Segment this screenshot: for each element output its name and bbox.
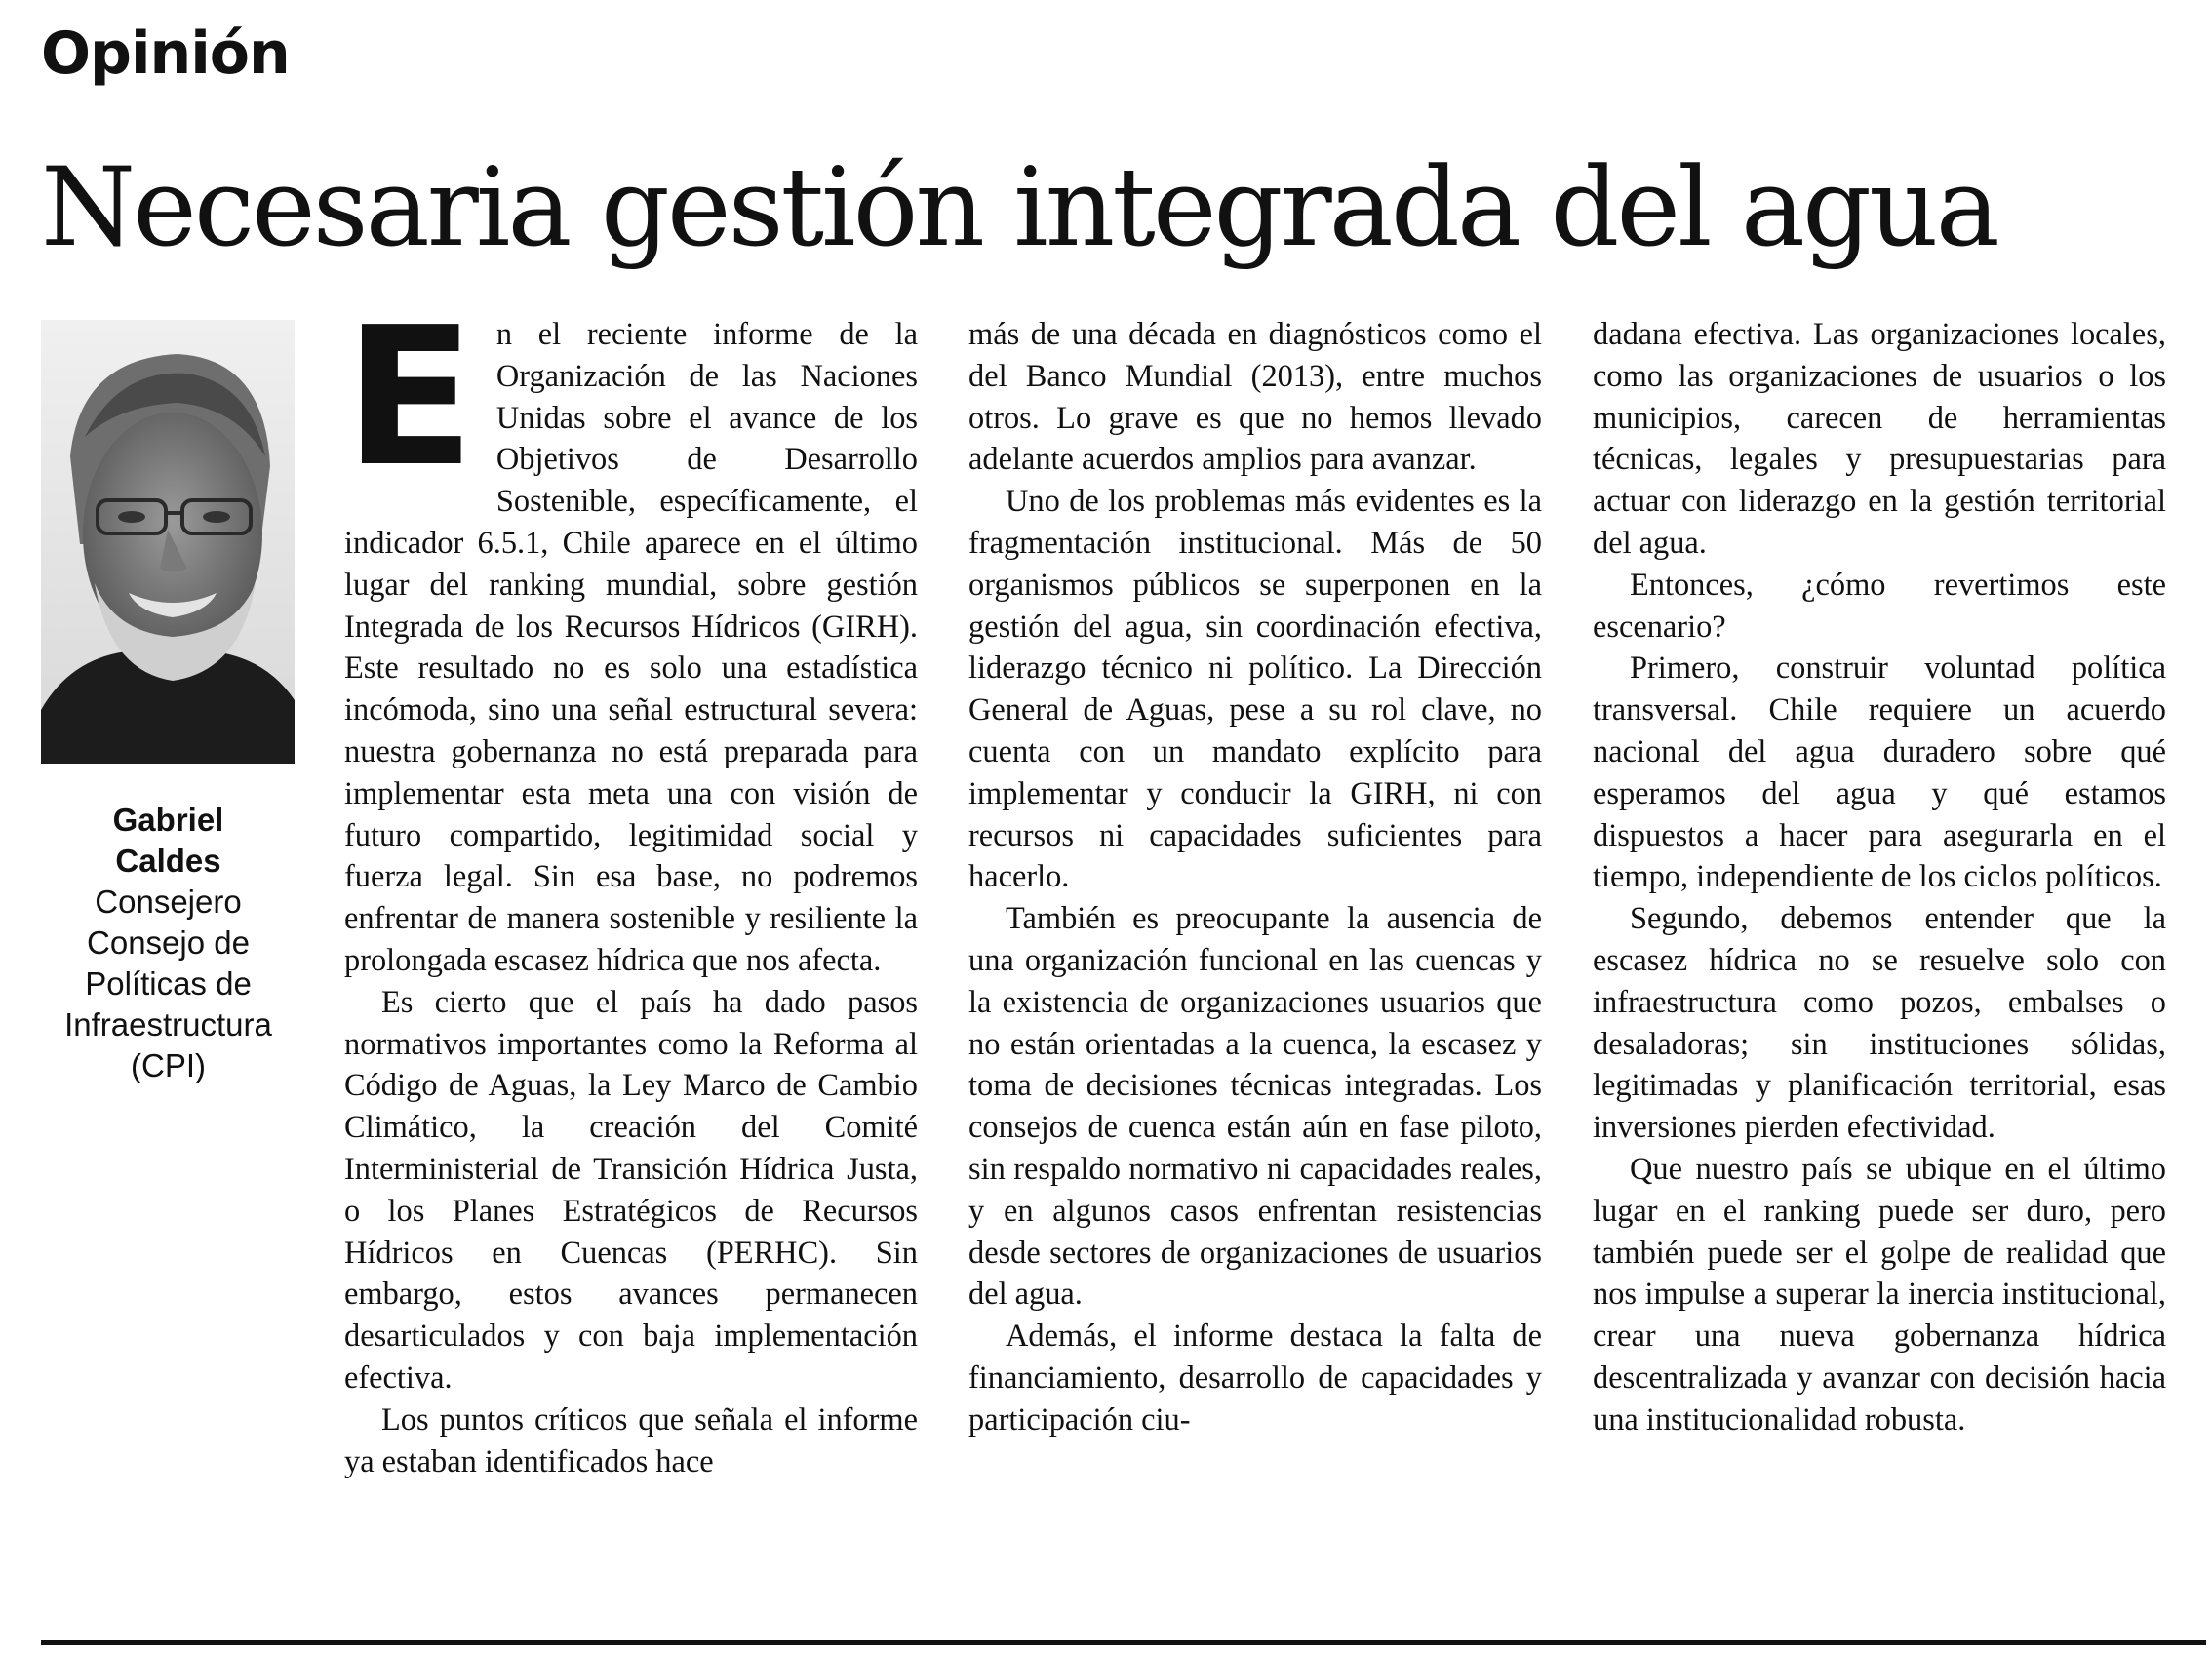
bottom-divider [41,1640,2206,1645]
article-column-3 [1593,314,2166,1441]
section-label: Opinión [41,20,290,88]
author-portrait-image [41,320,295,764]
drop-cap: E [344,287,475,509]
article-paragraph: Entonces, ¿cómo revertimos este escenario? [1593,567,2166,645]
paragraph-text: n el reciente informe de la Organización de las Naciones Unidas sobre el avance de los Objetivos de Desarrollo Sostenible, específicamente, el indicador 6.5.1, Chile aparece en el último lugar del ranking mundial, sobre gestión Integrada de los Recursos Hídricos (GIRH). Este resultado no es solo una estadística incómoda, sino una señal estructural severa: nuestra gobernanza no está preparada para implementar esta meta una con visión de futuro compartido, legitimidad social y fuerza legal. Sin esa base, no podremos enfrentar de manera sostenible y resiliente la prolongada escasez hídrica que nos afecta. [344,317,918,978]
headline: Necesaria gestión integrada del agua [41,145,1997,271]
article-paragraph: Es cierto que el país ha dado pasos normativos importantes como la Reforma al Código de Aguas, la Ley Marco de Cambio Climático, la creación del Comité Interministerial de Transición Hídrica Justa, o los Planes Estratégicos de Recursos Hídricos en Cuencas (PERHC). Sin embargo, estos avances permanecen desarticulados y con baja implementación efectiva. [344,984,918,1396]
article-paragraph: Además, el informe destaca la falta de financiamiento, desarrollo de capacidades y participación ciu- [968,1319,1542,1437]
article-column-1 [344,287,918,1482]
article-column-2 [968,314,1542,1441]
article-paragraph-continued: más de una década en diagnósticos como el del Banco Mundial (2013), entre muchos otros. Lo grave es que no hemos llevado adelante acuerdos amplios para avanzar. [968,317,1542,478]
author-name-first: Gabriel [112,802,224,838]
author-name-last: Caldes [115,843,221,879]
article-paragraph: Segundo, debemos entender que la escasez hídrica no se resuelve solo con infraestructura como pozos, embalses o desaladoras; sin instituciones sólidas, legitimadas y planificación territorial, esas inversiones pierden efectividad. [1593,901,2166,1146]
article-paragraph: Los puntos críticos que señala el informe ya estaban identificados hace [344,1401,918,1479]
author-photo [41,320,295,764]
article-paragraph: También es preocupante la ausencia de una organización funcional en las cuencas y la existencia de organizaciones usuarios que no están orientadas a la cuenca, la escasez y toma de decisiones técnicas integradas. Los consejos de cuenca están aún en fase piloto, sin respaldo normativo ni capacidades reales, y en algunos casos enfrentan resistencias desde sectores de organizaciones de usuarios del agua. [968,901,1542,1313]
article-paragraph: Que nuestro país se ubique en el último lugar en el ranking puede ser duro, pero también puede ser el golpe de realidad que nos impulse a superar la inercia institucional, crear una nueva gobernanza hídrica descentralizada y avanzar con decisión hacia una institucionalidad robusta. [1593,1151,2166,1437]
article-paragraph: Uno de los problemas más evidentes es la fragmentación institucional. Más de 50 organismos públicos se superponen en la gestión del agua, sin coordinación efectiva, liderazgo técnico ni político. La Dirección General de Aguas, pese a su rol clave, no cuenta con un mandato explícito para implementar y conducir la GIRH, ni con recursos ni capacidades suficientes para hacerlo. [968,484,1542,895]
author-role: Consejero Consejo de Políticas de Infraestructura (CPI) [64,884,272,1083]
article-paragraph-continued: dadana efectiva. Las organizaciones locales, como las organizaciones de usuarios o los municipios, carecen de herramientas técnicas, legales y presupuestarias para actuar con liderazgo en la gestión territorial del agua. [1593,317,2166,561]
article-paragraph: Primero, construir voluntad política transversal. Chile requiere un acuerdo nacional del agua duradero sobre qué esperamos del agua y qué estamos dispuestos a hacer para asegurarla en el tiempo, independiente de los ciclos políticos. [1593,650,2166,895]
author-byline [34,800,302,1086]
article-paragraph [344,287,918,982]
